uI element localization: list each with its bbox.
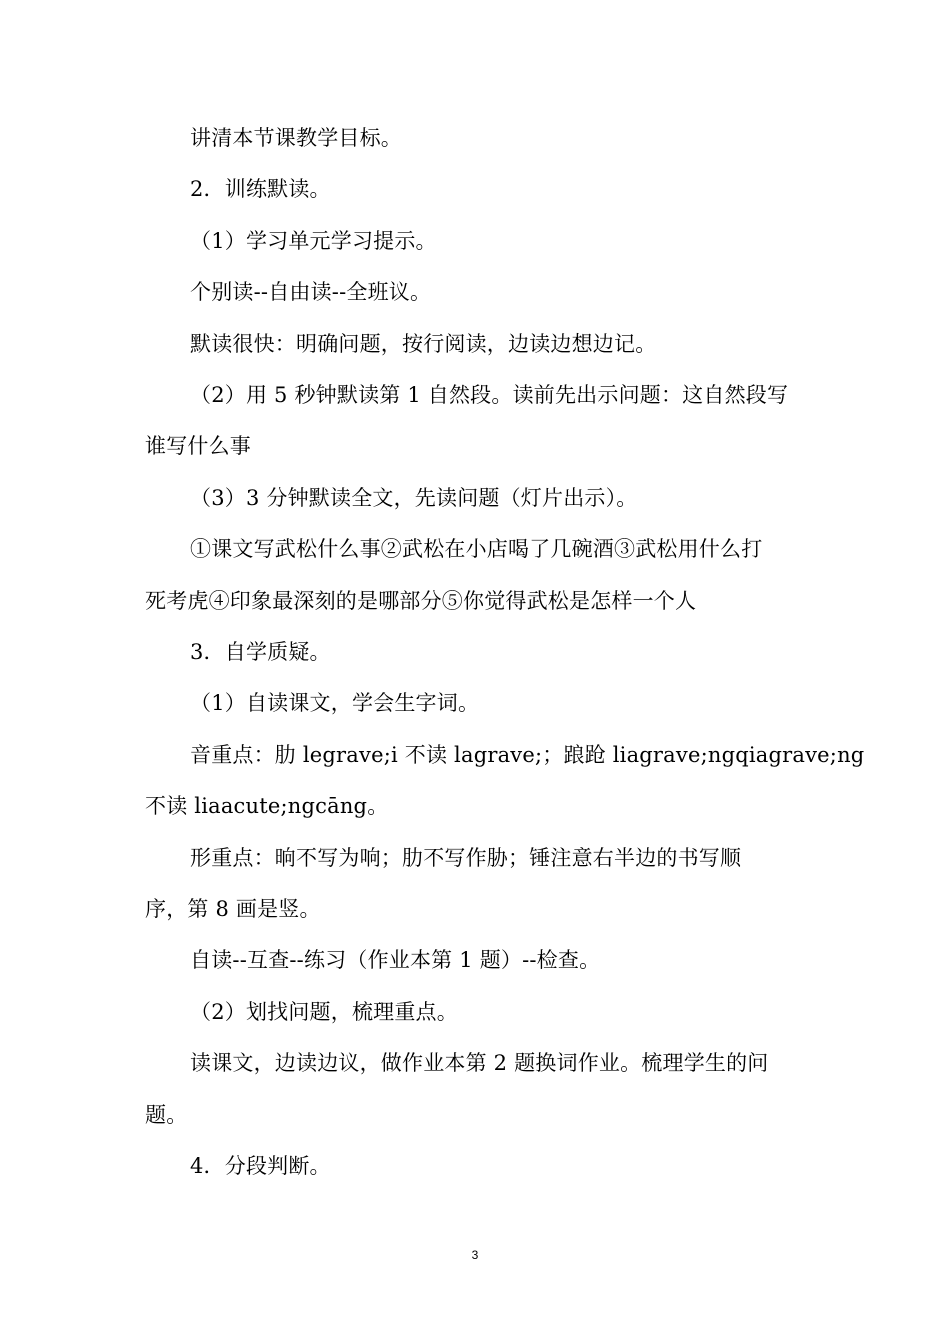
page-number: 3 bbox=[471, 1248, 479, 1262]
text-line: 4．分段判断。 bbox=[190, 1154, 331, 1178]
text-line: （2）划找问题，梳理重点。 bbox=[190, 1000, 458, 1024]
text-line: （2）用 5 秒钟默读第 1 自然段。读前先出示问题：这自然段写 bbox=[190, 383, 789, 407]
text-line: 音重点：肋 legrave;i 不读 lagrave;；踉跄 liagrave;ngqiagrave;ng bbox=[190, 743, 865, 767]
text-line: 2．训练默读。 bbox=[190, 177, 331, 201]
text-line: 形重点：晌不写为响；肋不写作胁；锤注意右半边的书写顺 bbox=[190, 846, 742, 870]
text-line: 序，第 8 画是竖。 bbox=[145, 897, 321, 921]
text-line: 个别读--自由读--全班议。 bbox=[190, 280, 432, 304]
text-line: 默读很快：明确问题，按行阅读，边读边想边记。 bbox=[190, 332, 657, 356]
text-line: 谁写什么事 bbox=[145, 434, 251, 458]
text-line: 读课文，边读边议，做作业本第 2 题换词作业。梳理学生的问 bbox=[190, 1051, 769, 1075]
text-line: 死考虎④印象最深刻的是哪部分⑤你觉得武松是怎样一个人 bbox=[145, 589, 697, 613]
text-line: （1）学习单元学习提示。 bbox=[190, 229, 437, 253]
text-line: （1）自读课文，学会生字词。 bbox=[190, 691, 480, 715]
text-line: （3）3 分钟默读全文，先读问题（灯片出示）。 bbox=[190, 486, 638, 510]
text-line: 题。 bbox=[145, 1103, 188, 1127]
text-line: 3．自学质疑。 bbox=[190, 640, 331, 664]
text-line: 讲清本节课教学目标。 bbox=[190, 126, 402, 150]
text-line: ①课文写武松什么事②武松在小店喝了几碗酒③武松用什么打 bbox=[190, 537, 763, 561]
text-line: 自读--互查--练习（作业本第 1 题）--检查。 bbox=[190, 948, 601, 972]
text-line: 不读 liaacute;ngcāng。 bbox=[145, 794, 389, 818]
